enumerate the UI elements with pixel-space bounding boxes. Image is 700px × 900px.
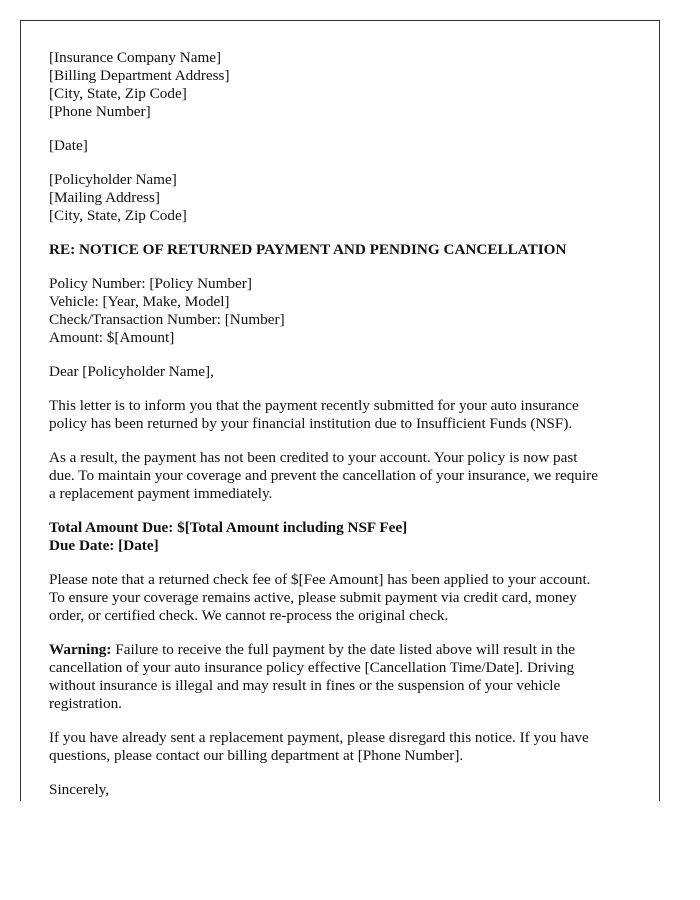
recipient-city-state-zip: [City, State, Zip Code]: [49, 207, 187, 224]
check-number: Check/Transaction Number: [Number]: [49, 311, 285, 328]
paragraph-line: order, or certified check. We cannot re-process the original check.: [49, 607, 449, 624]
recipient-name: [Policyholder Name]: [49, 171, 177, 188]
vehicle-info: Vehicle: [Year, Make, Model]: [49, 293, 230, 310]
closing: [49, 781, 639, 799]
closing-text: Sincerely,: [49, 781, 110, 798]
warning-text: Failure to receive the full payment by the date listed above will result in the: [111, 641, 575, 658]
total-amount-due: Total Amount Due: $[Total Amount including NSF Fee]: [49, 519, 408, 536]
sender-address: [Billing Department Address]: [49, 67, 230, 84]
letter-page: [20, 20, 660, 801]
paragraph-line: If you have already sent a replacement payment, please disregard this notice. If you have: [49, 729, 589, 746]
date-block: [49, 137, 639, 155]
salutation-text: Dear [Policyholder Name],: [49, 363, 214, 380]
paragraph-line: As a result, the payment has not been credited to your account. Your policy is now past: [49, 449, 578, 466]
recipient-address-block: [49, 171, 639, 225]
recipient-address: [Mailing Address]: [49, 189, 160, 206]
sender-city-state-zip: [City, State, Zip Code]: [49, 85, 187, 102]
paragraph-disregard: [49, 729, 639, 765]
paragraph-line: To ensure your coverage remains active, please submit payment via credit card, money: [49, 589, 577, 606]
policy-number: Policy Number: [Policy Number]: [49, 275, 252, 292]
paragraph-line: policy has been returned by your financial institution due to Insufficient Funds (NSF).: [49, 415, 573, 432]
paragraph-warning: [49, 641, 639, 713]
paragraph-line: Please note that a returned check fee of $[Fee Amount] has been applied to your account.: [49, 571, 591, 588]
paragraph-line: registration.: [49, 695, 122, 712]
paragraph-line: cancellation of your auto insurance policy effective [Cancellation Time/Date]. Driving: [49, 659, 575, 676]
paragraph-returned-payment: [49, 397, 639, 433]
amount-due-block: [49, 519, 639, 555]
paragraph-line: questions, please contact our billing department at [Phone Number].: [49, 747, 464, 764]
warning-label: Warning:: [49, 641, 112, 658]
due-date: Due Date: [Date]: [49, 537, 159, 554]
paragraph-line: due. To maintain your coverage and prevent the cancellation of your insurance, we require: [49, 467, 598, 484]
letter-body: [49, 49, 639, 801]
warning-line: [49, 641, 639, 659]
policy-details-block: [49, 275, 639, 347]
sender-company-name: [Insurance Company Name]: [49, 49, 222, 66]
paragraph-fee-notice: [49, 571, 639, 625]
subject-line: RE: NOTICE OF RETURNED PAYMENT AND PENDING CANCELLATION: [49, 241, 567, 258]
paragraph-past-due: [49, 449, 639, 503]
letter-date: [Date]: [49, 137, 88, 154]
salutation: [49, 363, 639, 381]
sender-address-block: [49, 49, 639, 121]
sender-phone: [Phone Number]: [49, 103, 151, 120]
payment-amount: Amount: $[Amount]: [49, 329, 175, 346]
paragraph-line: a replacement payment immediately.: [49, 485, 273, 502]
paragraph-line: This letter is to inform you that the payment recently submitted for your auto insurance: [49, 397, 579, 414]
paragraph-line: without insurance is illegal and may result in fines or the suspension of your vehicle: [49, 677, 561, 694]
